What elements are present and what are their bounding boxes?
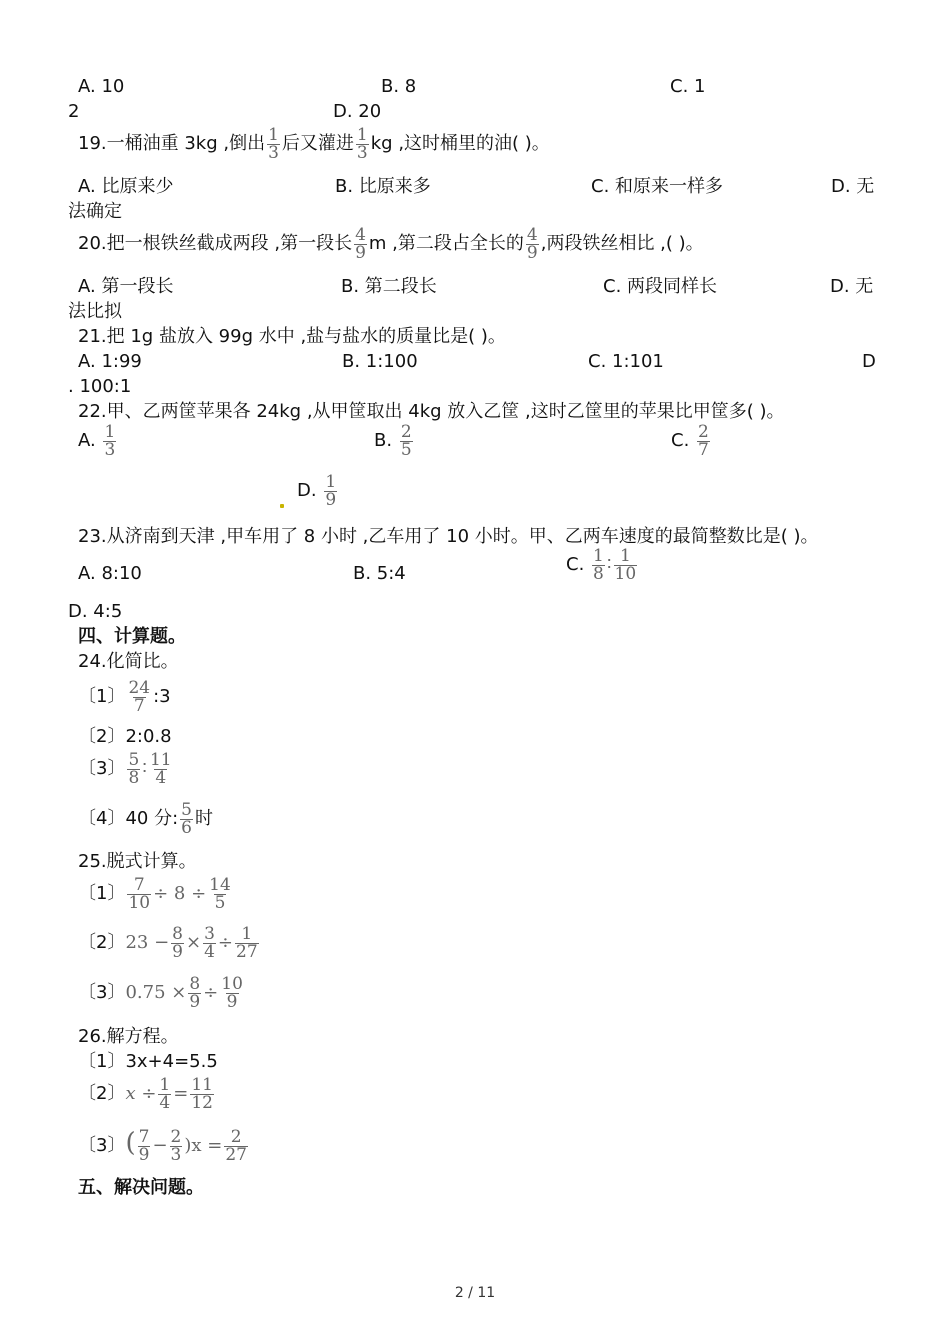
- stray-mark: [280, 504, 284, 508]
- q18-option-c-wrap: 2: [68, 101, 80, 122]
- q22-option-b: B. $\frac{2}{5}$: [374, 421, 412, 460]
- q24-part-3: 〔3〕 $\frac{5}{8}$ ∶ $\frac{11}{4}$: [78, 749, 172, 788]
- q23-option-b: B. 5:4: [353, 563, 406, 584]
- q18-option-c: C. 1: [670, 76, 706, 97]
- q18-option-a: A. 10: [78, 76, 125, 97]
- q19-fraction-1: $\frac{1}{3}$: [268, 124, 279, 163]
- q21-option-d: D: [862, 351, 876, 372]
- q21-option-a: A. 1:99: [78, 351, 142, 372]
- q22-option-d: D. $\frac{1}{9}$: [297, 471, 337, 510]
- q20-option-b: B. 第二段长: [341, 276, 437, 297]
- q21-option-b: B. 1:100: [342, 351, 418, 372]
- page-number: 2 / 11: [454, 1285, 496, 1301]
- q22-stem: 22.甲、乙两筐苹果各 24kg ,从甲筐取出 4kg 放入乙筐 ,这时乙筐里的苹果比甲筐多( )。: [78, 401, 785, 422]
- q26-part-2: 〔2〕x ÷ $\frac{1}{4}$ = $\frac{11}{12}$: [78, 1074, 213, 1113]
- q24-part-1: 〔1〕 $\frac{24}{7}$ :3: [78, 677, 171, 716]
- q18-option-b: B. 8: [381, 76, 417, 97]
- q19-option-a: A. 比原来少: [78, 176, 174, 197]
- q22-option-a: A. $\frac{1}{3}$: [78, 421, 116, 460]
- q22-option-c: C. $\frac{2}{7}$: [671, 421, 709, 460]
- q24-part-2: 〔2〕2:0.8: [78, 726, 172, 747]
- q26-title: 26.解方程。: [78, 1026, 179, 1047]
- q26-part-1: 〔1〕3x+4=5.5: [78, 1051, 218, 1072]
- q20-option-a: A. 第一段长: [78, 276, 174, 297]
- q19-option-c: C. 和原来一样多: [591, 176, 724, 197]
- q19-option-b: B. 比原来多: [335, 176, 431, 197]
- q18-option-d: D. 20: [333, 101, 382, 122]
- q24-part-4: 〔4〕40 分: $\frac{5}{6}$ 时: [78, 799, 213, 838]
- q20-option-d-wrap: 法比拟: [68, 301, 122, 322]
- q19-fraction-2: $\frac{1}{3}$: [356, 124, 368, 163]
- q21-option-d-wrap: . 100:1: [68, 376, 132, 397]
- q24-title: 24.化简比。: [78, 651, 179, 672]
- q25-title: 25.脱式计算。: [78, 851, 197, 872]
- q21-stem: 21.把 1g 盐放入 99g 水中 ,盐与盐水的质量比是( )。: [78, 326, 506, 347]
- q23-stem: 23.从济南到天津 ,甲车用了 8 小时 ,乙车用了 10 小时。甲、乙两车速度的最简整数比是( )。: [78, 526, 819, 547]
- q23-option-c: C. $\frac{1}{8}$ ∶ $\frac{1}{10}$: [566, 545, 637, 584]
- q26-part-3: 〔3〕( $\frac{7}{9}$ − $\frac{2}{3}$ )x = $\frac{2}{27}$: [78, 1126, 247, 1165]
- q20-fraction-1: $\frac{4}{9}$: [355, 224, 366, 263]
- q20-option-c: C. 两段同样长: [603, 276, 718, 297]
- q25-part-3: 〔3〕0.75 × $\frac{8}{9}$ ÷ $\frac{10}{9}$: [78, 973, 243, 1012]
- q19-option-d-wrap: 法确定: [68, 201, 122, 222]
- section-4-heading: 四、计算题。: [78, 626, 186, 647]
- section-5-heading: 五、解决问题。: [78, 1177, 204, 1198]
- q20-option-d: D. 无: [830, 276, 874, 297]
- q25-part-1: 〔1〕 $\frac{7}{10}$ ÷ 8 ÷ $\frac{14}{5}$: [78, 874, 231, 913]
- q20-fraction-2: $\frac{4}{9}$: [526, 224, 538, 263]
- q25-part-2: 〔2〕23 − $\frac{8}{9}$ × $\frac{3}{4}$ ÷ $\frac{1}{27}$: [78, 923, 258, 962]
- q20-stem: 20.把一根铁丝截成两段 ,第一段长 $\frac{4}{9}$ m ,第二段占全长的 $\frac{4}{9}$ ,两段铁丝相比 ,( )。: [78, 224, 704, 263]
- q19-option-d: D. 无: [831, 176, 875, 197]
- q21-option-c: C. 1:101: [588, 351, 664, 372]
- q23-option-d: D. 4:5: [68, 601, 123, 622]
- q19-stem: 19.一桶油重 3kg ,倒出 $\frac{1}{3}$ 后又灌进 $\frac{1}{3}$ kg ,这时桶里的油( )。: [78, 124, 550, 163]
- q23-option-a: A. 8:10: [78, 563, 142, 584]
